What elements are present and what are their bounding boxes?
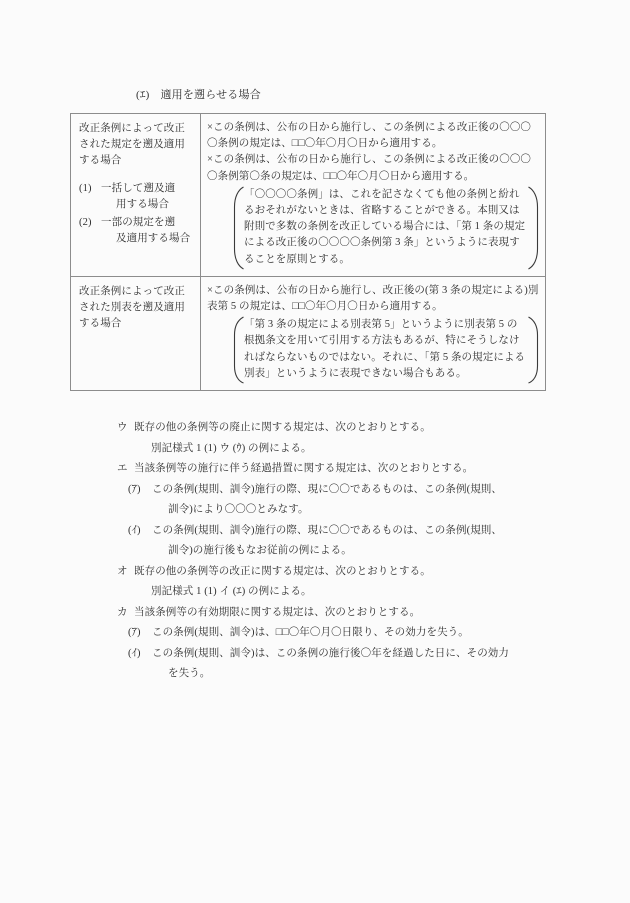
outline-marker: エ [117, 463, 128, 474]
case-item-line1: 一括して遡及適 [101, 182, 176, 194]
section-heading-text: 適用を遡らせる場合 [160, 89, 261, 101]
case-item-line2: 用する場合 [116, 198, 169, 210]
table-cell-example-text [201, 114, 546, 277]
outline-sub-line1: この条例(規則、訓令)施行の際、現に〇〇であるものは、この条例(規則、 [152, 524, 502, 536]
outline-marker: カ [117, 606, 128, 618]
outline-text: 既存の他の条例等の改正に関する規定は、次のとおりとする。 [134, 565, 431, 577]
outline-marker: オ [117, 565, 128, 577]
left-brace-icon [233, 186, 244, 270]
table-row [71, 114, 546, 277]
case-lead-text: 改正条例によって改正された規定を遡及適用する場合 [79, 123, 185, 167]
case-item-line2: 及適用する場合 [116, 233, 191, 245]
outline-item-level1 [70, 562, 550, 583]
case-item-number: (1) [79, 182, 92, 194]
outline-item-level2 [70, 521, 550, 562]
outline-continuation: 別記様式 1 (1) ウ (ｳ) の例による。 [151, 442, 312, 454]
table-cell-example-text [201, 276, 546, 390]
outline-item-level1 [70, 459, 550, 480]
outline-marker: ウ [117, 422, 128, 433]
right-brace-icon [528, 316, 539, 384]
example-sentence: ×この条例は、公布の日から施行し、改正後の(第 3 条の規定による)別表第 5 の規定は、□□〇年〇月〇日から適用する。 [207, 284, 539, 313]
outline-sub-line1: この条例(規則、訓令)施行の際、現に〇〇であるものは、この条例(規則、 [152, 483, 502, 495]
provision-examples-table [70, 113, 546, 391]
example-sentence: ×この条例は、公布の日から施行し、この条例による改正後の〇〇〇〇条例第〇条の規定は、□□〇年〇月〇日から適用する。 [207, 154, 532, 182]
case-numbered-item [79, 215, 194, 247]
left-brace-icon [233, 316, 244, 384]
outline-sub-marker: (ｲ) [128, 647, 141, 659]
outline-sub-marker: (ｲ) [128, 524, 141, 536]
outline-sub-marker: (ｱ) [128, 627, 141, 638]
outline-text: 当該条例等の施行に伴う経過措置に関する規定は、次のとおりとする。 [134, 463, 474, 474]
case-item-number: (2) [79, 217, 92, 229]
outline-text: 当該条例等の有効期限に関する規定は、次のとおりとする。 [134, 606, 421, 618]
outline-item-level2 [70, 623, 550, 644]
outline-text: 既存の他の条例等の廃止に関する規定は、次のとおりとする。 [134, 422, 431, 433]
annotation-note-text: 「〇〇〇〇条例」は、これを記さなくても他の条例と紛れるおそれがないときは、省略することができる。本則又は附則で多数の条例を改正している場合には、「第 1 条の規定による改正後の〇〇〇〇条例第 3 条」というように表現することを原則とする。 [244, 188, 526, 265]
outline-sub-line2: 訓令)により〇〇〇とみなす。 [168, 504, 309, 515]
table-cell-case-label [71, 276, 201, 390]
outline-sub-line2: 訓令)の施行後もなお従前の例による。 [168, 545, 352, 556]
outline-sub-marker: (ｱ) [128, 483, 141, 495]
outline-item-level1 [70, 603, 550, 624]
outline-sub-line1: この条例(規則、訓令)は、□□〇年〇月〇日限り、その効力を失う。 [152, 627, 469, 638]
outline-list [70, 418, 550, 685]
example-sentence: ×この条例は、公布の日から施行し、この条例による改正後の〇〇〇〇条例の規定は、□□〇年〇月〇日から適用する。 [207, 122, 532, 150]
outline-sub-line2: を失う。 [168, 668, 211, 679]
outline-continuation: 別記様式 1 (1) イ (ｴ) の例による。 [151, 586, 312, 597]
outline-item-level2 [70, 480, 550, 521]
annotation-note-text: 「第 3 条の規定による別表第 5」というように別表第 5 の根拠条文を用いて引用する方法もあるが、特にそうしなければならないものではない。それに、「第 5 条の規定による別表」というように表現できない場合もある。 [244, 319, 526, 379]
annotation-note [233, 316, 539, 384]
outline-item-level2 [70, 644, 550, 685]
annotation-note [233, 186, 539, 270]
section-heading-marker: (ｴ) [136, 89, 150, 101]
section-heading [136, 86, 261, 104]
case-lead-text: 改正条例によって改正された別表を遡及適用する場合 [79, 285, 185, 330]
outline-item-level1 [70, 418, 550, 439]
right-brace-icon [528, 186, 539, 270]
case-numbered-item [79, 181, 194, 213]
outline-sub-line1: この条例(規則、訓令)は、この条例の施行後〇年を経過した日に、その効力 [152, 647, 509, 659]
case-item-line1: 一部の規定を遡 [101, 217, 176, 229]
table-row [71, 276, 546, 390]
table-cell-case-label [71, 114, 201, 277]
